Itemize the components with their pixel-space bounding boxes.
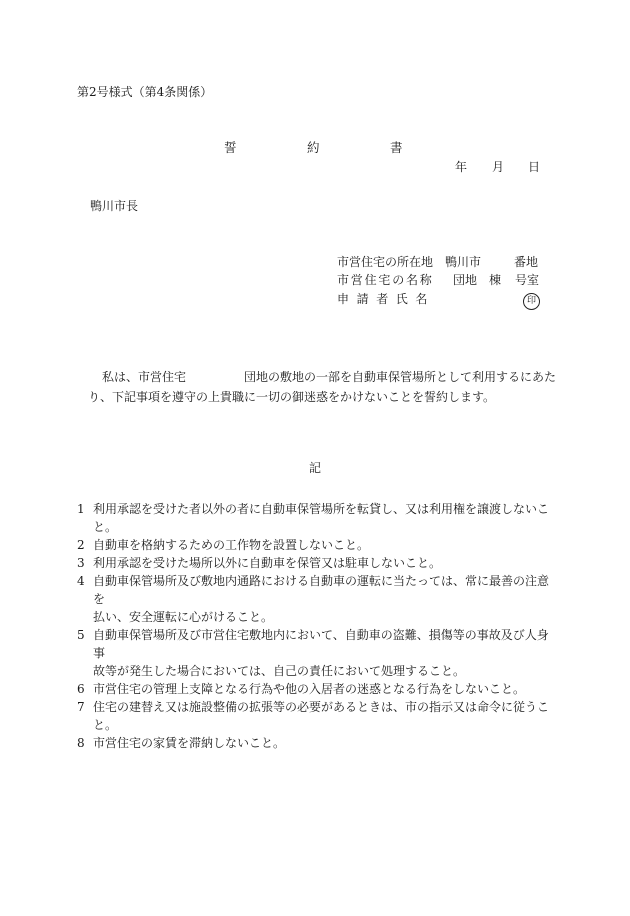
date-year: 年 xyxy=(455,160,468,174)
address-city: 鴨川市 xyxy=(445,255,482,269)
item-number: 3 xyxy=(77,556,85,570)
conditions-list xyxy=(77,500,557,752)
item-text: 利用承認を受けた者以外の者に自動車保管場所を転貸し、又は利用権を譲渡しないこ xyxy=(93,502,550,516)
item-number: 5 xyxy=(77,628,85,642)
item-number: 4 xyxy=(77,574,85,588)
date-month: 月 xyxy=(492,160,505,174)
item-text-cont: と。 xyxy=(93,520,118,534)
housing-name-label: 市営住宅の名称 xyxy=(337,273,434,287)
item-text: 利用承認を受けた場所以外に自動車を保管又は駐車しないこと。 xyxy=(93,556,442,570)
item-text-cont: 払い、安全運転に心がけること。 xyxy=(93,610,274,624)
title-char-1: 誓 xyxy=(224,140,237,155)
title-char-3: 書 xyxy=(390,140,403,155)
item-text: 自動車保管場所及び敷地内通路における自動車の運転に当たっては、常に最善の注意を xyxy=(93,574,550,606)
list-item xyxy=(77,536,557,554)
goshitsu-label: 号室 xyxy=(515,273,540,287)
date-day: 日 xyxy=(528,160,541,174)
item-text: 市営住宅の家賃を滞納しないこと。 xyxy=(93,736,286,750)
item-text: 市営住宅の管理上支障となる行為や他の入居者の迷惑となる行為をしないこと。 xyxy=(93,682,526,696)
item-text-cont: 故等が発生した場合においては、自己の責任において処理すること。 xyxy=(93,664,466,678)
danchi-label: 団地 xyxy=(453,273,478,287)
pledge-body xyxy=(88,367,558,407)
list-item xyxy=(77,626,557,680)
item-number: 7 xyxy=(77,700,85,714)
list-item xyxy=(77,734,557,752)
address-label: 市営住宅の所在地 xyxy=(337,255,434,269)
body-part-3: り、下記事項を遵守の上貴職に一切の御迷惑をかけないことを誓約します。 xyxy=(88,390,496,404)
seal-mark: 印 xyxy=(523,293,540,310)
item-text: 自動車を格納するための工作物を設置しないこと。 xyxy=(93,538,370,552)
list-item xyxy=(77,698,557,734)
applicant-name-label: 申請者氏名 xyxy=(337,292,436,306)
form-number: 第2号様式（第4条関係） xyxy=(77,85,213,99)
item-number: 6 xyxy=(77,682,85,696)
item-number: 8 xyxy=(77,736,85,750)
list-item xyxy=(77,572,557,626)
item-number: 2 xyxy=(77,538,85,552)
tou-label: 棟 xyxy=(489,273,502,287)
item-text-cont: と。 xyxy=(93,718,118,732)
list-item xyxy=(77,680,557,698)
item-text: 住宅の建替え又は施設整備の拡張等の必要があるときは、市の指示又は命令に従うこ xyxy=(93,700,550,714)
item-number: 1 xyxy=(77,502,85,516)
address-suffix: 番地 xyxy=(514,255,539,269)
item-text: 自動車保管場所及び市営住宅敷地内において、自動車の盗難、損傷等の事故及び人身事 xyxy=(93,628,549,660)
list-item xyxy=(77,500,557,536)
body-part-1: 私は、市営住宅 xyxy=(102,370,187,384)
body-part-2: 団地の敷地の一部を自動車保管場所として利用するにあた xyxy=(244,370,557,384)
ki-heading: 記 xyxy=(309,461,322,475)
title-char-2: 約 xyxy=(307,140,320,155)
list-item xyxy=(77,554,557,572)
addressee: 鴨川市長 xyxy=(90,199,139,213)
